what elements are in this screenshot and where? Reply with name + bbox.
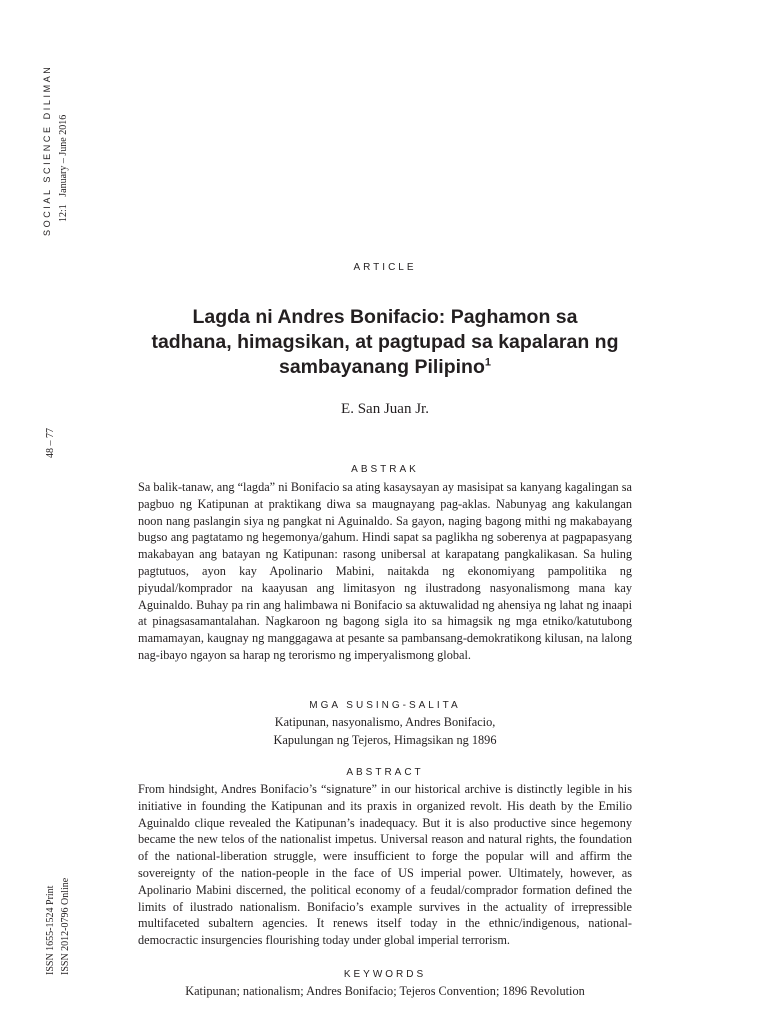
issn-online: ISSN 2012-0796 Online	[60, 877, 71, 975]
susing-salita-list	[0, 714, 770, 749]
article-label: ARTICLE	[353, 262, 417, 273]
page-range: 48 – 77	[45, 428, 56, 458]
journal-name: SOCIAL SCIENCE DILIMAN	[42, 64, 52, 236]
issn-print: ISSN 1655-1524 Print	[45, 885, 56, 975]
left-margin	[38, 0, 71, 1024]
abstract-heading: ABSTRACT	[346, 767, 424, 778]
issue-info	[58, 115, 69, 222]
article-title	[150, 305, 620, 380]
issue-date: January – June 2016	[58, 114, 69, 197]
abstrak-heading: ABSTRAK	[351, 464, 419, 475]
issue-volume: 12:1	[58, 204, 69, 222]
susing-salita-line-2: Kapulungan ng Tejeros, Himagsikan ng 1896	[273, 732, 497, 747]
susing-salita-line-1: Katipunan, nasyonalismo, Andres Bonifacio,	[274, 715, 496, 729]
author-name: E. San Juan Jr.	[341, 401, 429, 417]
keywords-heading: KEYWORDS	[343, 969, 427, 980]
article-title-text: Lagda ni Andres Bonifacio: Paghamon sa tadhana, himagsikan, at pagtupad sa kapalaran ng sambayanang Pilipino	[151, 306, 619, 378]
abstrak-body: Sa balik-tanaw, ang “lagda” ni Bonifacio sa ating kasaysayan ay masisipat sa kanyang kagalingan sa pagbuo ng Katipunan at praktikang diwa sa maugnayang pag-aklas. Nabunyag ang kakulangan noon nang paslangin siya ng pangkat ni Aguinaldo. Sa gayon, naging bagong mithi ng makabayang bugso ang pagtatamo ng hegemonya/gahum. Hindi sapat sa paglikha ng soberenya at pagpapasyang makabayan ang batayan ng Katipunan: rasong unibersal at karapatang pangkalikasan. Sa huling pagtutuos, ayon kay Apolinario Mabini, naitakda ng ekonomiyang pampolitika ng piyudal/komprador na kaayusan ang limitasyon ng ilustradong nasyonalismong mana kay Aguinaldo. Buhay pa rin ang halimbawa ni Bonifacio sa aktuwalidad ng ahensiya ng lahat ng inaapi at pinagsasamantalahan. Nagkaroon ng bagong sigla ito sa himagsik ng mga etniko/katutubong mamamayan, kaugnay ng manggagawa at pesante sa pambansang-demokratikong kilusan, na lalong nag-ibayo ngayon sa harap ng terorismo ng imperyalismong global.	[138, 480, 632, 662]
susing-salita-heading: MGA SUSING-SALITA	[309, 700, 461, 711]
keywords-line: Katipunan; nationalism; Andres Bonifacio; Tejeros Convention; 1896 Revolution	[185, 984, 585, 998]
title-footnote: 1	[484, 356, 491, 369]
abstract-body: From hindsight, Andres Bonifacio’s “signature” in our historical archive is distinctly legible in his initiative in founding the Katipunan and its praxis in organized revolt. His death by the Emilio Aguinaldo clique revealed the Katipunan’s inadequacy. But it is also productive since hegemony became the new telos of the nationalist impetus. Universal reason and natural rights, the foundation of the national-liberation struggle, were insufficient to forge the popular will and affirm the sovereignty of the nation-people in the face of US imperial power. Ultimately, however, as Apolinario Mabini discerned, the political economy of a feudal/comprador formation defined the limits of ilustrado nationalism. Bonifacio’s example survives in the actuality of irrepressible multifaceted subaltern agencies. It renews itself today in the ethnic/indigenous, national-democractic insurgencies flourishing today under global imperial terrorism.	[138, 782, 632, 948]
